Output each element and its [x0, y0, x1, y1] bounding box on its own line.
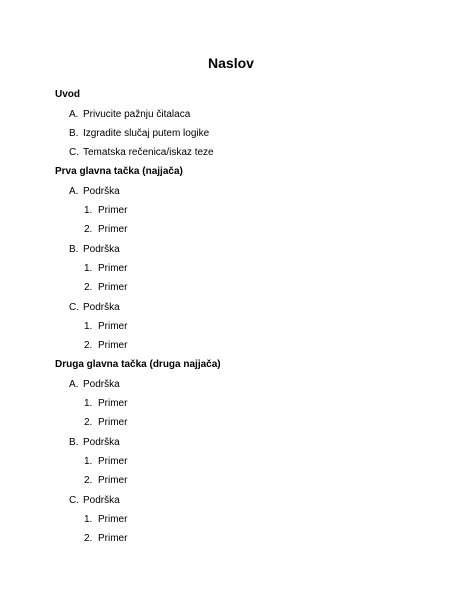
- item-marker: B.: [69, 128, 79, 139]
- item-marker: 1.: [84, 398, 93, 409]
- sub-list-item: [84, 417, 127, 429]
- item-marker: 2.: [84, 340, 93, 351]
- list-item: [69, 302, 120, 314]
- item-text: Primer: [98, 398, 128, 409]
- sub-list-item: [84, 321, 127, 333]
- item-text: Primer: [98, 205, 128, 216]
- list-item: [69, 128, 209, 140]
- item-marker: A.: [69, 379, 79, 390]
- item-text: Primer: [98, 282, 128, 293]
- list-item: [69, 495, 120, 507]
- list-item: [69, 244, 120, 256]
- item-marker: B.: [69, 437, 79, 448]
- item-text: Primer: [98, 263, 128, 274]
- item-marker: 2.: [84, 533, 93, 544]
- item-text: Primer: [98, 456, 128, 467]
- item-marker: A.: [69, 109, 79, 120]
- list-item: [69, 186, 120, 198]
- list-item: [69, 147, 214, 159]
- item-text: Privucite pažnju čitalaca: [83, 109, 191, 120]
- item-text: Podrška: [83, 379, 120, 390]
- item-marker: C.: [69, 302, 79, 313]
- item-text: Izgradite slučaj putem logike: [83, 128, 210, 139]
- item-marker: 2.: [84, 224, 93, 235]
- sub-list-item: [84, 398, 127, 410]
- item-marker: 1.: [84, 321, 93, 332]
- item-text: Tematska rečenica/iskaz teze: [83, 147, 214, 158]
- sub-list-item: [84, 205, 127, 217]
- item-text: Primer: [98, 321, 128, 332]
- item-marker: 2.: [84, 282, 93, 293]
- sub-list-item: [84, 533, 127, 545]
- item-marker: 2.: [84, 417, 93, 428]
- item-text: Podrška: [83, 437, 120, 448]
- item-text: Podrška: [83, 186, 120, 197]
- item-text: Podrška: [83, 302, 120, 313]
- list-item: [69, 379, 120, 391]
- item-text: Primer: [98, 340, 128, 351]
- item-text: Primer: [98, 224, 128, 235]
- item-marker: A.: [69, 186, 79, 197]
- item-marker: C.: [69, 147, 79, 158]
- item-marker: B.: [69, 244, 79, 255]
- item-text: Primer: [98, 514, 128, 525]
- item-marker: 1.: [84, 514, 93, 525]
- item-text: Primer: [98, 417, 128, 428]
- item-marker: 2.: [84, 475, 93, 486]
- list-item: [69, 437, 120, 449]
- item-text: Podrška: [83, 495, 120, 506]
- list-item: [69, 109, 190, 121]
- section-heading: Prva glavna tačka (najjača): [55, 166, 183, 177]
- sub-list-item: [84, 282, 127, 294]
- item-text: Primer: [98, 533, 128, 544]
- section-heading: Druga glavna tačka (druga najjača): [55, 359, 221, 370]
- sub-list-item: [84, 514, 127, 526]
- page-title: Naslov: [208, 55, 254, 71]
- sub-list-item: [84, 456, 127, 468]
- sub-list-item: [84, 475, 127, 487]
- item-text: Podrška: [83, 244, 120, 255]
- item-marker: 1.: [84, 456, 93, 467]
- item-marker: C.: [69, 495, 79, 506]
- sub-list-item: [84, 263, 127, 275]
- item-marker: 1.: [84, 263, 93, 274]
- sub-list-item: [84, 224, 127, 236]
- item-text: Primer: [98, 475, 128, 486]
- item-marker: 1.: [84, 205, 93, 216]
- sub-list-item: [84, 340, 127, 352]
- section-heading: Uvod: [55, 89, 80, 100]
